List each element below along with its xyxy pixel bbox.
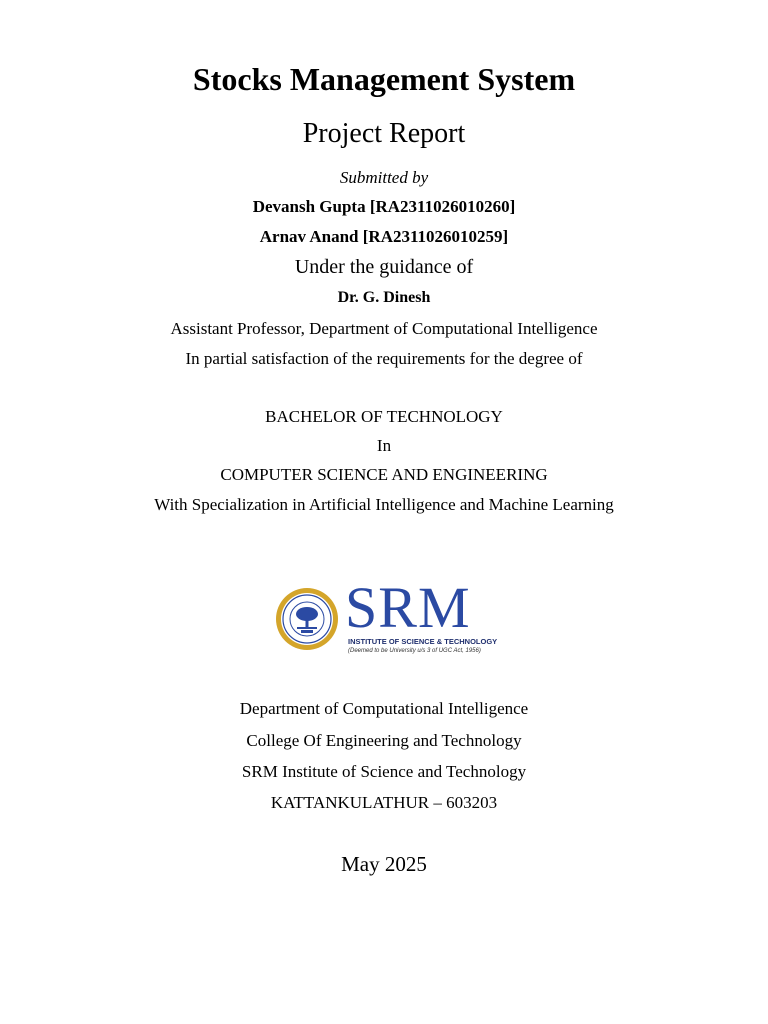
in-word: In (376, 436, 392, 455)
srm-logo (275, 575, 498, 660)
srm-institute-line: INSTITUTE OF SCIENCE & TECHNOLOGY (348, 637, 498, 646)
college-name: College Of Engineering and Technology (246, 731, 522, 750)
guide-role: Assistant Professor, Department of Computational Intelligence (170, 319, 598, 338)
guide-name: Dr. G. Dinesh (337, 289, 431, 306)
place-name: KATTANKULATHUR – 603203 (270, 793, 498, 812)
degree-name: BACHELOR OF TECHNOLOGY (265, 407, 503, 426)
srm-brand-text: SRM (345, 575, 471, 640)
author-1: Devansh Gupta [RA2311026010260] (252, 197, 516, 216)
srm-deemed-line: (Deemed to be University u/s 3 of UGC Act, 1956) (348, 648, 481, 654)
institute-name: SRM Institute of Science and Technology (241, 762, 527, 781)
report-title: Stocks Management System (192, 61, 576, 97)
department-name: Department of Computational Intelligence (239, 699, 529, 718)
author-2: Arnav Anand [RA2311026010259] (259, 227, 509, 246)
branch-name: COMPUTER SCIENCE AND ENGINEERING (220, 465, 548, 484)
specialization-text: With Specialization in Artificial Intelligence and Machine Learning (154, 495, 614, 514)
srm-seal-icon (275, 587, 339, 651)
submitted-by-label: Submitted by (339, 168, 429, 187)
partial-satisfaction-text: In partial satisfaction of the requirements for the degree of (185, 349, 583, 368)
report-date: May 2025 (341, 852, 427, 876)
report-subtitle: Project Report (302, 118, 466, 149)
guidance-label: Under the guidance of (294, 256, 474, 278)
